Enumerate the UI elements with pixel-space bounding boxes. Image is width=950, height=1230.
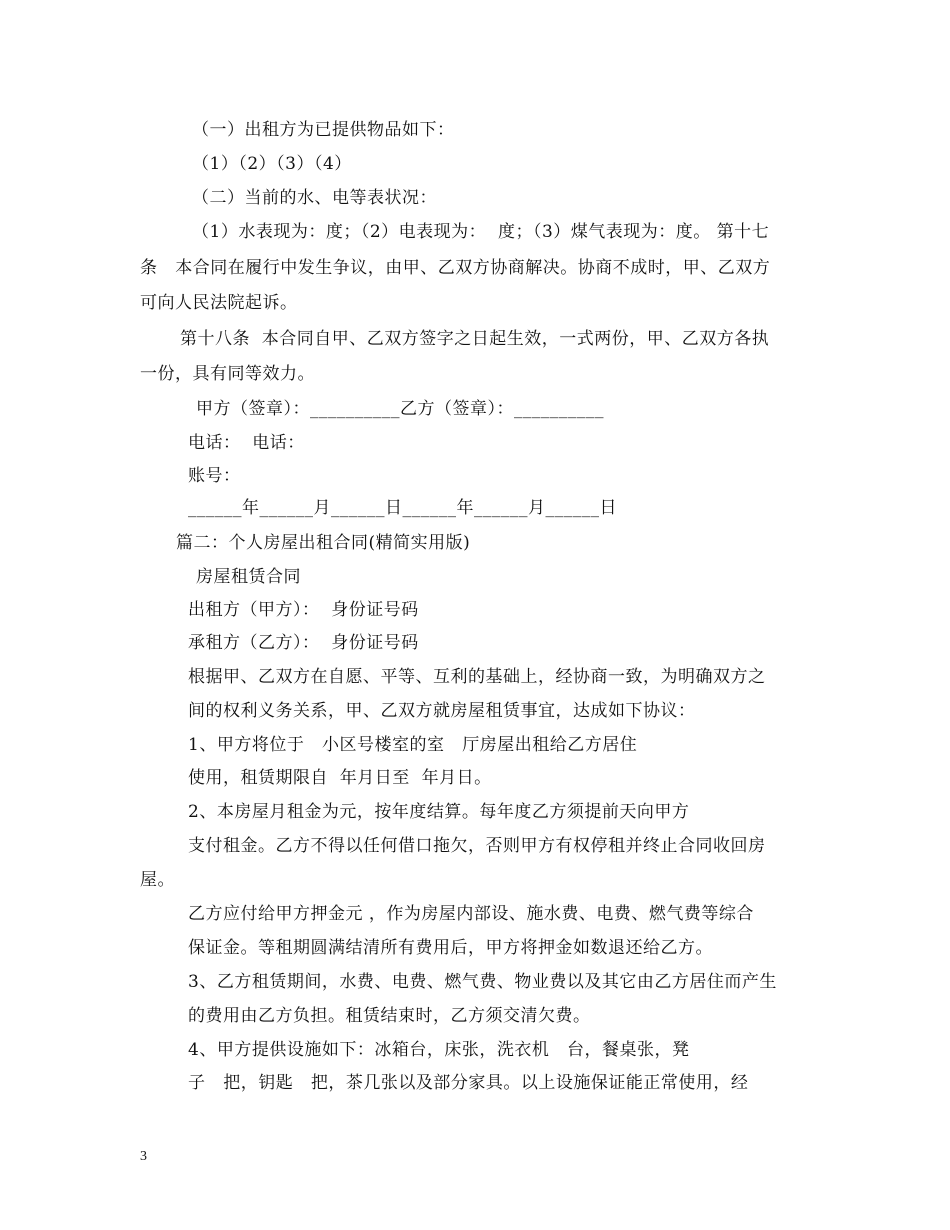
text-line: 4、甲方提供设施如下：冰箱台，床张，洗衣机 台，餐桌张，凳 <box>188 1040 690 1060</box>
phone-line: 电话： 电话： <box>188 433 305 453</box>
text-line: 一份，具有同等效力。 <box>140 364 315 384</box>
text-line: （一）出租方为已提供物品如下： <box>192 120 455 140</box>
text-line: 保证金。等租期圆满结清所有费用后，甲方将押金如数退还给乙方。 <box>188 938 713 958</box>
text-line: 使用，租赁期限自 年月日至 年月日。 <box>188 768 492 788</box>
text-line: 2、本房屋月租金为元，按年度结算。每年度乙方须提前天向甲方 <box>188 802 690 822</box>
contract-title: 房屋租赁合同 <box>196 567 301 587</box>
text-line: 承租方（乙方）： 身份证号码 <box>188 633 419 653</box>
text-line: 子 把，钥匙 把，茶几张以及部分家具。以上设施保证能正常使用，经 <box>188 1073 749 1093</box>
section-heading: 篇二：个人房屋出租合同(精简实用版) <box>176 533 471 553</box>
text-line: 支付租金。乙方不得以任何借口拖欠，否则甲方有权停租并终止合同收回房 <box>188 836 766 856</box>
text-line: 根据甲、乙双方在自愿、平等、互利的基础上，经协商一致，为明确双方之 <box>188 667 766 687</box>
signature-line: 甲方（签章）：__________乙方（签章）：__________ <box>196 399 604 419</box>
text-line: 出租方（甲方）： 身份证号码 <box>188 600 419 620</box>
text-line: 1、甲方将位于 小区号楼室的室 厅房屋出租给乙方居住 <box>188 735 638 755</box>
text-line: 第十八条 本合同自甲、乙双方签字之日起生效，一式两份，甲、乙双方各执 <box>180 329 770 349</box>
text-line: 屋。 <box>140 870 175 890</box>
text-line: （二）当前的水、电等表状况： <box>192 188 437 208</box>
text-line: 条 本合同在履行中发生争议，由甲、乙双方协商解决。协商不成时，甲、乙双方 <box>140 258 771 278</box>
text-line: 乙方应付给甲方押金元 ，作为房屋内部设、施水费、电费、燃气费等综合 <box>188 904 754 924</box>
account-line: 账号： <box>188 466 241 486</box>
text-line: 的费用由乙方负担。租赁结束时，乙方须交清欠费。 <box>188 1006 591 1026</box>
text-line: 可向人民法院起诉。 <box>140 293 298 313</box>
page-number: 3 <box>140 1149 147 1164</box>
text-line: 间的权利义务关系，甲、乙双方就房屋租赁事宜，达成如下协议： <box>188 701 696 721</box>
date-line: ______年______月______日______年______月______日 <box>188 498 617 518</box>
text-line: 3、乙方租赁期间，水费、电费、燃气费、物业费以及其它由乙方居住而产生 <box>188 972 777 992</box>
text-line: （1）水表现为：度；（2）电表现为： 度；（3）煤气表现为：度。 第十七 <box>192 222 770 242</box>
text-line: （1）（2）（3）（4） <box>192 154 352 174</box>
